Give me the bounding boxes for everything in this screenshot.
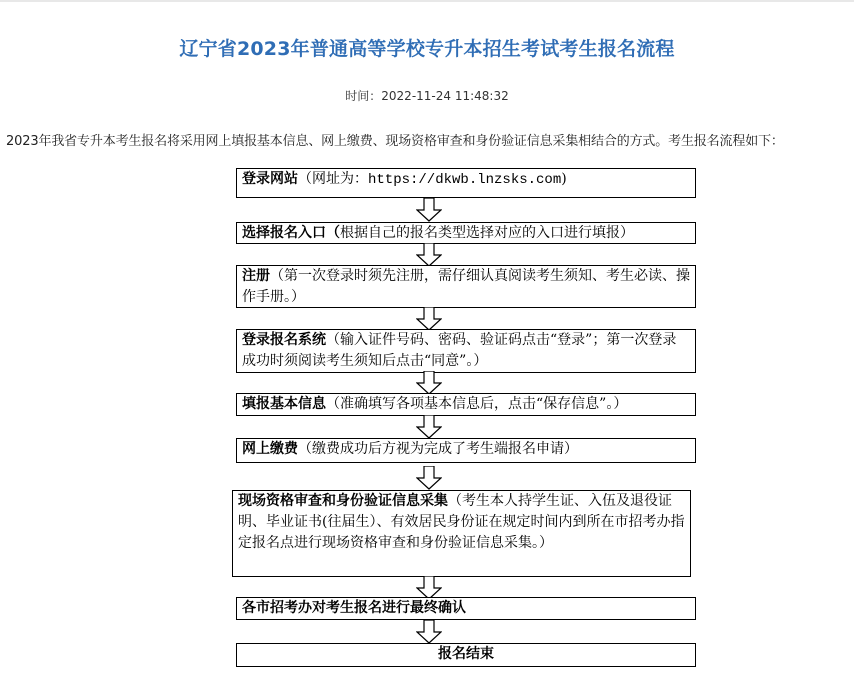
step-text: （准确填写各项基本信息后，点击“保存信息”。） (326, 396, 628, 412)
step-title: 各市招考办对考生报名进行最终确认 (242, 600, 466, 616)
down-arrow-icon (416, 371, 442, 395)
step-register (236, 265, 696, 308)
step-online-payment (236, 438, 696, 463)
step-login-system (236, 329, 696, 373)
step-fill-basic-info (236, 393, 696, 416)
step-select-entry (236, 222, 696, 244)
step-registration-end (236, 643, 696, 667)
step-title: 现场资格审查和身份验证信息采集 (238, 493, 448, 509)
step-login-website (236, 168, 696, 198)
time-label: 时间： (345, 89, 382, 103)
time-value: 2022-11-24 11:48:32 (381, 89, 509, 103)
step-title: 网上缴费 (242, 441, 298, 457)
down-arrow-icon (416, 466, 442, 490)
step-text: （网址为： (298, 171, 368, 187)
step-title: 填报基本信息 (242, 396, 326, 412)
step-title: 注册 (242, 268, 270, 284)
step-title: 登录报名系统 (242, 332, 326, 348)
step-text: （输入证件号码、密码、验证码点击“登录”；第一次登录成功时须阅读考生须知后点击“同意”。） (242, 332, 677, 369)
step-text-suffix: ) (561, 171, 567, 187)
step-title: 登录网站 (242, 171, 298, 187)
down-arrow-icon (416, 198, 442, 222)
step-final-confirmation (236, 597, 696, 620)
website-url[interactable]: https://dkwb.lnzsks.com (368, 172, 562, 188)
down-arrow-icon (416, 620, 442, 644)
publish-time (0, 87, 854, 104)
top-divider (0, 0, 854, 2)
step-text: （缴费成功后方视为完成了考生端报名申请） (298, 441, 578, 457)
step-text: （第一次登录时须先注册，需仔细认真阅读考生须知、考生必读、操作手册。） (242, 268, 690, 305)
step-title: 选择报名入口（ (242, 225, 340, 241)
step-title: 报名结束 (438, 646, 494, 662)
down-arrow-icon (416, 307, 442, 331)
page-title: 辽宁省2023年普通高等学校专升本招生考试考生报名流程 (179, 38, 675, 60)
down-arrow-icon (416, 415, 442, 439)
step-text: 根据自己的报名类型选择对应的入口进行填报） (340, 225, 634, 241)
step-onsite-verification (232, 490, 691, 577)
intro-paragraph: 2023年我省专升本考生报名将采用网上填报基本信息、网上缴费、现场资格审查和身份验证信息采集相结合的方式。考生报名流程如下： (6, 134, 784, 149)
down-arrow-icon (416, 243, 442, 267)
step-text: （考生本人持学生证、入伍及退役证明、毕业证书(往届生）、有效居民身份证在规定时间内到所在市招考办指定报名点进行现场资格审查和身份验证信息采集。） (238, 493, 685, 551)
